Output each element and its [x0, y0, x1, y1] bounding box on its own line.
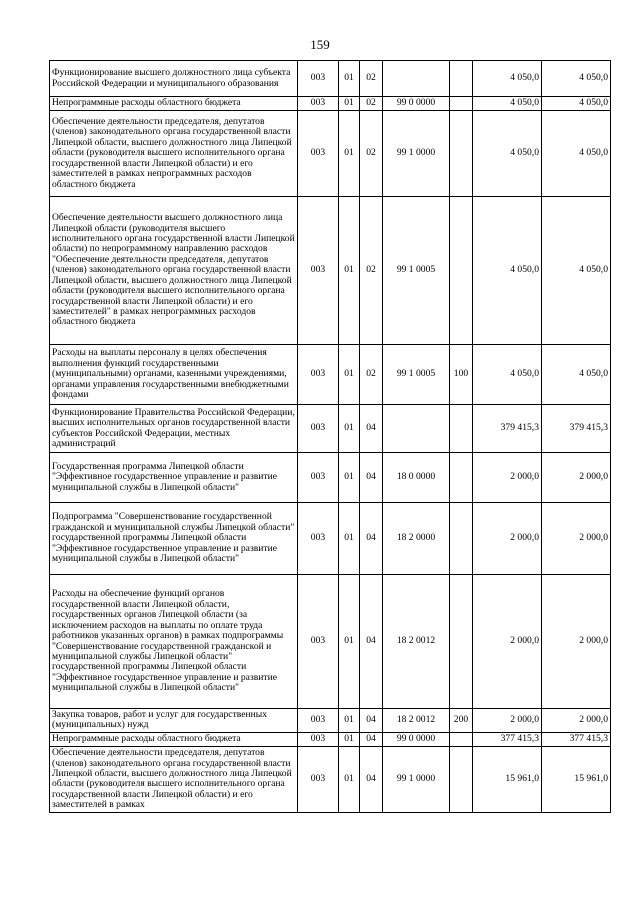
table-row: [50, 405, 611, 453]
subsection-code: 02: [360, 61, 383, 97]
amount-year-2: 377 415,3: [542, 732, 611, 746]
expense-type-code: [450, 61, 473, 97]
amount-year-2: 2 000,0: [542, 453, 611, 503]
section-code: 01: [339, 453, 360, 503]
expense-type-code: [450, 746, 473, 812]
admin-code: 003: [298, 61, 339, 97]
admin-code: 003: [298, 405, 339, 453]
expense-type-code: [450, 575, 473, 709]
section-code: 01: [339, 709, 360, 733]
amount-year-2: 4 050,0: [542, 61, 611, 97]
amount-year-1: 2 000,0: [473, 709, 542, 733]
target-item-code: 18 2 0012: [383, 709, 450, 733]
target-item-code: 99 1 0000: [383, 746, 450, 812]
table-row: [50, 746, 611, 812]
expense-type-code: 100: [450, 345, 473, 405]
amount-year-2: 4 050,0: [542, 97, 611, 111]
section-code: 01: [339, 61, 360, 97]
item-name: Непрограммные расходы областного бюджета: [50, 732, 298, 746]
amount-year-1: 4 050,0: [473, 61, 542, 97]
subsection-code: 02: [360, 111, 383, 197]
section-code: 01: [339, 746, 360, 812]
subsection-code: 04: [360, 575, 383, 709]
subsection-code: 04: [360, 453, 383, 503]
item-name: Функционирование Правительства Российской Федерации, высших исполнительных органов государственной власти субъектов Российской Федерации, местных администраций: [50, 405, 298, 453]
section-code: 01: [339, 732, 360, 746]
item-name: Непрограммные расходы областного бюджета: [50, 97, 298, 111]
admin-code: 003: [298, 732, 339, 746]
budget-table-body: [50, 61, 611, 813]
item-name: Обеспечение деятельности председателя, депутатов (членов) законодательного органа государственной власти Липецкой области, высшего должностного лица Липецкой области (руководителя высшего исполнительного органа государственной власти Липецкой области) и его заместителей в рамках непрограммных расходов областного бюджета: [50, 111, 298, 197]
table-row: [50, 709, 611, 733]
expense-type-code: [450, 503, 473, 575]
target-item-code: 99 1 0005: [383, 197, 450, 345]
budget-table: [49, 60, 611, 813]
expense-type-code: [450, 97, 473, 111]
target-item-code: 99 0 0000: [383, 97, 450, 111]
amount-year-2: 4 050,0: [542, 345, 611, 405]
admin-code: 003: [298, 111, 339, 197]
page-number: 159: [310, 37, 330, 52]
table-row: [50, 453, 611, 503]
amount-year-1: 4 050,0: [473, 97, 542, 111]
amount-year-1: 4 050,0: [473, 111, 542, 197]
subsection-code: 04: [360, 709, 383, 733]
amount-year-1: 15 961,0: [473, 746, 542, 812]
section-code: 01: [339, 97, 360, 111]
subsection-code: 04: [360, 732, 383, 746]
target-item-code: 99 1 0005: [383, 345, 450, 405]
table-row: [50, 97, 611, 111]
section-code: 01: [339, 405, 360, 453]
expense-type-code: [450, 197, 473, 345]
admin-code: 003: [298, 97, 339, 111]
section-code: 01: [339, 503, 360, 575]
amount-year-1: 2 000,0: [473, 503, 542, 575]
item-name: Закупка товаров, работ и услуг для государственных (муниципальных) нужд: [50, 709, 298, 733]
item-name: Расходы на выплаты персоналу в целях обеспечения выполнения функций государственными (муниципальными) органами, казенными учреждениями, органами управления государственными внебюджетными фондами: [50, 345, 298, 405]
amount-year-1: 2 000,0: [473, 575, 542, 709]
table-row: [50, 575, 611, 709]
subsection-code: 02: [360, 197, 383, 345]
admin-code: 003: [298, 453, 339, 503]
admin-code: 003: [298, 345, 339, 405]
expense-type-code: [450, 405, 473, 453]
section-code: 01: [339, 345, 360, 405]
subsection-code: 02: [360, 97, 383, 111]
item-name: Обеспечение деятельности председателя, депутатов (членов) законодательного органа государственной власти Липецкой области, высшего должностного лица Липецкой области (руководителя высшего исполнительного органа государственной власти Липецкой области) и его заместителей в рамках: [50, 746, 298, 812]
section-code: 01: [339, 575, 360, 709]
amount-year-2: 2 000,0: [542, 503, 611, 575]
item-name: Расходы на обеспечение функций органов государственной власти Липецкой области, государственных органов Липецкой области (за исключением расходов на выплаты по оплате труда работников указанных органов) в рамках подпрограммы "Совершенствование государственной гражданской и муниципальной службы Липецкой области" государственной программы Липецкой области "Эффективное государственное управление и развитие муниципальной службы в Липецкой области": [50, 575, 298, 709]
table-row: [50, 111, 611, 197]
target-item-code: 99 1 0000: [383, 111, 450, 197]
amount-year-2: 4 050,0: [542, 111, 611, 197]
amount-year-2: 15 961,0: [542, 746, 611, 812]
admin-code: 003: [298, 503, 339, 575]
section-code: 01: [339, 111, 360, 197]
expense-type-code: [450, 453, 473, 503]
target-item-code: 18 2 0012: [383, 575, 450, 709]
amount-year-2: 2 000,0: [542, 709, 611, 733]
expense-type-code: [450, 732, 473, 746]
table-row: [50, 61, 611, 97]
section-code: 01: [339, 197, 360, 345]
admin-code: 003: [298, 197, 339, 345]
amount-year-1: 2 000,0: [473, 453, 542, 503]
subsection-code: 04: [360, 503, 383, 575]
item-name: Государственная программа Липецкой области "Эффективное государственное управление и развитие муниципальной службы в Липецкой области": [50, 453, 298, 503]
table-row: [50, 732, 611, 746]
amount-year-1: 4 050,0: [473, 197, 542, 345]
amount-year-1: 377 415,3: [473, 732, 542, 746]
amount-year-1: 379 415,3: [473, 405, 542, 453]
item-name: Обеспечение деятельности высшего должностного лица Липецкой области (руководителя высшего исполнительного органа государственной власти Липецкой области) по непрограммному направлению расходов "Обеспечение деятельности председателя, депутатов (членов) законодательного органа государственной власти Липецкой области, высшего должностного лица Липецкой области (руководителя высшего исполнительного органа государственной власти Липецкой области) и его заместителей" в рамках непрограммных расходов областного бюджета: [50, 197, 298, 345]
subsection-code: 02: [360, 345, 383, 405]
amount-year-2: 2 000,0: [542, 575, 611, 709]
table-row: [50, 345, 611, 405]
target-item-code: [383, 61, 450, 97]
table-row: [50, 197, 611, 345]
item-name: Подпрограмма "Совершенствование государственной гражданской и муниципальной службы Липецкой области" государственной программы Липецкой области "Эффективное государственное управление и развитие муниципальной службы в Липецкой области": [50, 503, 298, 575]
table-row: [50, 503, 611, 575]
subsection-code: 04: [360, 746, 383, 812]
admin-code: 003: [298, 709, 339, 733]
subsection-code: 04: [360, 405, 383, 453]
item-name: Функционирование высшего должностного лица субъекта Российской Федерации и муниципального образования: [50, 61, 298, 97]
admin-code: 003: [298, 575, 339, 709]
expense-type-code: 200: [450, 709, 473, 733]
target-item-code: 18 2 0000: [383, 503, 450, 575]
amount-year-2: 379 415,3: [542, 405, 611, 453]
target-item-code: 18 0 0000: [383, 453, 450, 503]
amount-year-2: 4 050,0: [542, 197, 611, 345]
target-item-code: 99 0 0000: [383, 732, 450, 746]
expense-type-code: [450, 111, 473, 197]
admin-code: 003: [298, 746, 339, 812]
target-item-code: [383, 405, 450, 453]
amount-year-1: 4 050,0: [473, 345, 542, 405]
